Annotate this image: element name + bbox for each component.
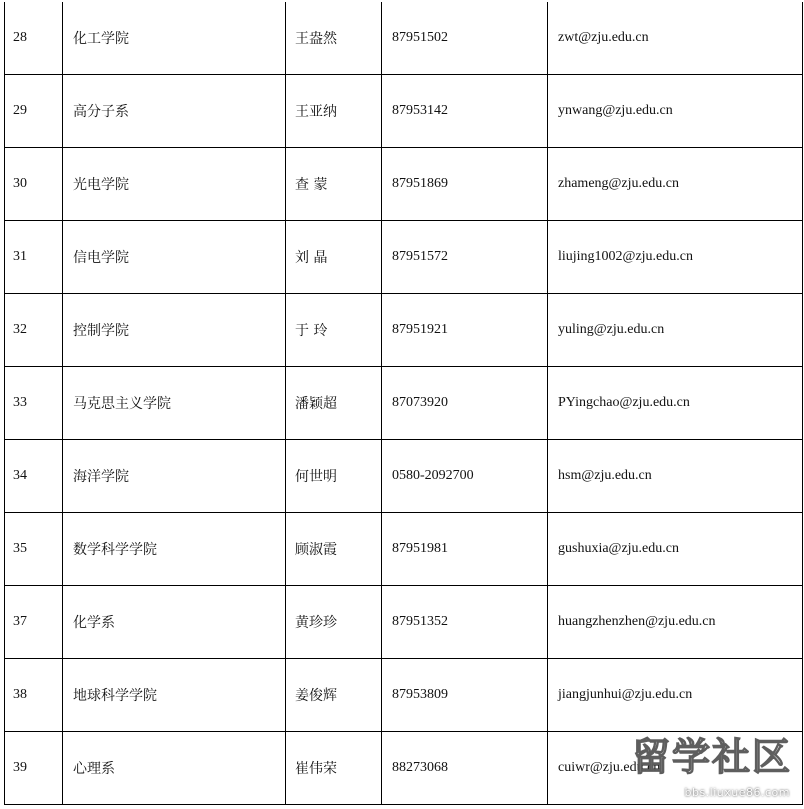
email-cell: huangzhenzhen@zju.edu.cn (548, 586, 803, 659)
email-cell: jiangjunhui@zju.edu.cn (548, 659, 803, 732)
table-row (5, 440, 803, 513)
email-cell: hsm@zju.edu.cn (548, 440, 803, 513)
row-number-cell: 29 (5, 75, 63, 148)
phone-cell: 88273068 (382, 732, 548, 805)
contact-table (4, 2, 803, 805)
table-row (5, 732, 803, 805)
email-cell: zwt@zju.edu.cn (548, 2, 803, 75)
department-cell: 高分子系 (63, 75, 286, 148)
phone-cell: 87953809 (382, 659, 548, 732)
email-cell: yuling@zju.edu.cn (548, 294, 803, 367)
table-row (5, 367, 803, 440)
table-row (5, 148, 803, 221)
email-cell: ynwang@zju.edu.cn (548, 75, 803, 148)
department-cell: 马克思主义学院 (63, 367, 286, 440)
row-number-cell: 37 (5, 586, 63, 659)
department-cell: 光电学院 (63, 148, 286, 221)
department-cell: 海洋学院 (63, 440, 286, 513)
row-number-cell: 32 (5, 294, 63, 367)
table-row (5, 513, 803, 586)
department-cell: 地球科学学院 (63, 659, 286, 732)
table-row (5, 294, 803, 367)
contact-name-cell: 王亚纳 (286, 75, 382, 148)
phone-cell: 87951981 (382, 513, 548, 586)
contact-name-cell: 于 玲 (286, 294, 382, 367)
phone-cell: 0580-2092700 (382, 440, 548, 513)
contact-name-cell: 潘颖超 (286, 367, 382, 440)
phone-cell: 87951352 (382, 586, 548, 659)
table-row (5, 75, 803, 148)
phone-cell: 87951502 (382, 2, 548, 75)
email-cell: gushuxia@zju.edu.cn (548, 513, 803, 586)
row-number-cell: 28 (5, 2, 63, 75)
row-number-cell: 33 (5, 367, 63, 440)
table-row (5, 586, 803, 659)
contact-name-cell: 姜俊辉 (286, 659, 382, 732)
contact-name-cell: 何世明 (286, 440, 382, 513)
email-cell: cuiwr@zju.edu.cn (548, 732, 803, 805)
table-row (5, 221, 803, 294)
department-cell: 控制学院 (63, 294, 286, 367)
phone-cell: 87073920 (382, 367, 548, 440)
email-cell: liujing1002@zju.edu.cn (548, 221, 803, 294)
department-cell: 心理系 (63, 732, 286, 805)
row-number-cell: 39 (5, 732, 63, 805)
table-row (5, 659, 803, 732)
contact-name-cell: 查 蒙 (286, 148, 382, 221)
email-cell: PYingchao@zju.edu.cn (548, 367, 803, 440)
watermark-url: bbs.liuxue86.com (684, 786, 790, 799)
row-number-cell: 30 (5, 148, 63, 221)
department-cell: 信电学院 (63, 221, 286, 294)
department-cell: 数学科学学院 (63, 513, 286, 586)
department-cell: 化学系 (63, 586, 286, 659)
row-number-cell: 34 (5, 440, 63, 513)
phone-cell: 87953142 (382, 75, 548, 148)
contact-name-cell: 刘 晶 (286, 221, 382, 294)
contact-name-cell: 黄珍珍 (286, 586, 382, 659)
table-row (5, 2, 803, 75)
phone-cell: 87951572 (382, 221, 548, 294)
watermark-title: 留学社区 (632, 735, 793, 779)
contact-name-cell: 崔伟荣 (286, 732, 382, 805)
email-cell: zhameng@zju.edu.cn (548, 148, 803, 221)
contact-name-cell: 顾淑霞 (286, 513, 382, 586)
contact-name-cell: 王盎然 (286, 2, 382, 75)
phone-cell: 87951869 (382, 148, 548, 221)
department-cell: 化工学院 (63, 2, 286, 75)
row-number-cell: 31 (5, 221, 63, 294)
row-number-cell: 35 (5, 513, 63, 586)
phone-cell: 87951921 (382, 294, 548, 367)
row-number-cell: 38 (5, 659, 63, 732)
